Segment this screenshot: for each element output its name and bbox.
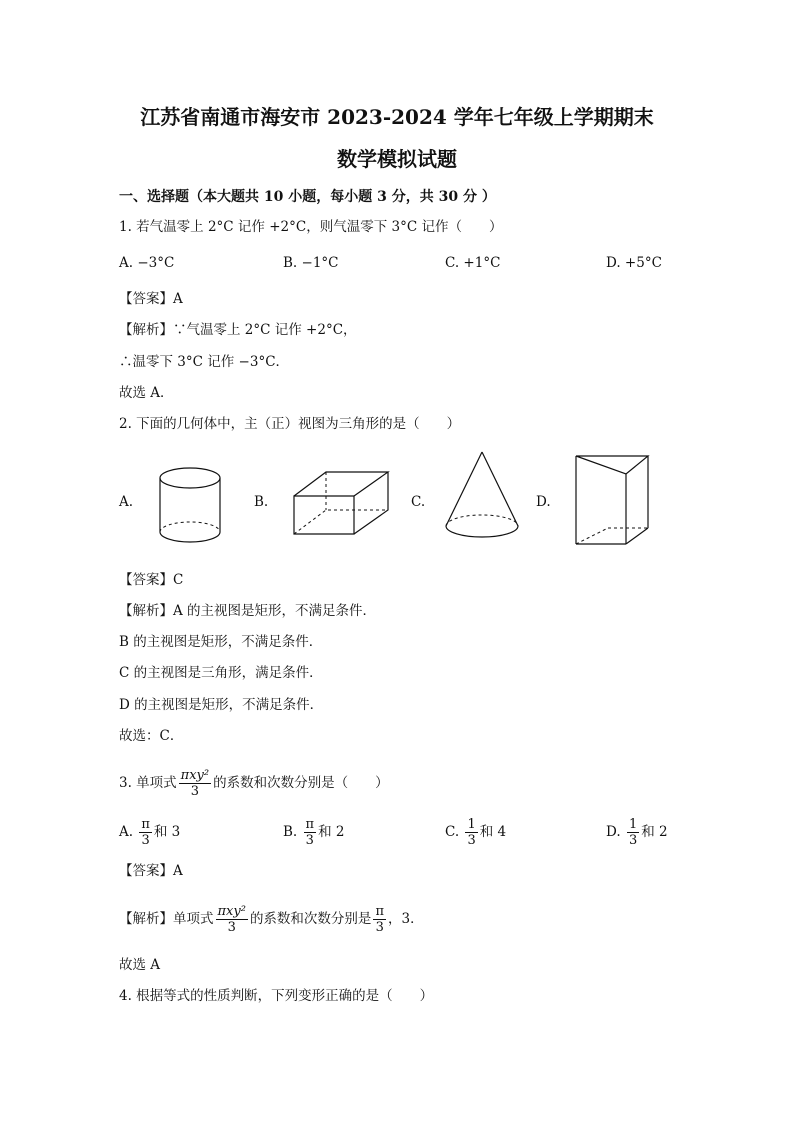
- option-label: C.: [445, 824, 460, 840]
- q3-stem-numerator: πxy²: [180, 768, 210, 783]
- section-header: 一、选择题（本大题共 10 小题，每小题 3 分，共 30 分 ）: [119, 189, 496, 205]
- option-tail: 和 4: [479, 824, 507, 840]
- fraction-denominator: 3: [141, 833, 150, 848]
- analysis-middle: 的系数和次数分别是: [249, 911, 372, 927]
- q3-analysis: [119, 899, 424, 939]
- analysis-fraction: [216, 904, 248, 935]
- fraction-numerator: πxy²: [217, 904, 246, 919]
- q1-option-d: D. +5°C: [606, 255, 662, 271]
- q2-analysis-line: D 的主视图是矩形，不满足条件．: [119, 697, 324, 713]
- fraction-denominator: 3: [467, 833, 476, 848]
- q1-option-c: C. +1°C: [445, 255, 501, 271]
- q2-stem: 2. 下面的几何体中，主（正）视图为三角形的是（ ）: [119, 416, 461, 432]
- figure-label-a: A.: [119, 494, 134, 510]
- q3-option-b: [283, 817, 344, 848]
- q3-stem-denominator: 3: [190, 784, 200, 799]
- fraction-denominator: 3: [375, 920, 384, 935]
- q3-stem: [119, 763, 389, 803]
- q3-option-a: [119, 817, 180, 848]
- q3-end: 故选 A: [119, 957, 161, 973]
- cylinder-figure: [150, 460, 230, 552]
- fraction-denominator: 3: [628, 833, 638, 848]
- q3-option-d: [606, 817, 668, 848]
- cuboid-figure: [288, 468, 396, 540]
- cone-figure: [440, 448, 524, 548]
- analysis-tail: ，3．: [387, 911, 424, 927]
- q2-analysis-line: B 的主视图是矩形，不满足条件．: [119, 634, 323, 650]
- fraction-numerator: π: [375, 904, 384, 919]
- figure-label-d: D.: [536, 494, 551, 510]
- q2-analysis-line: C 的主视图是三角形，满足条件．: [119, 665, 323, 681]
- q1-stem: 1. 若气温零上 2°C 记作 +2°C，则气温零下 3°C 记作（ ）: [119, 219, 503, 235]
- q3-stem-fraction: [179, 768, 211, 799]
- option-label: B.: [283, 824, 298, 840]
- fraction-numerator: π: [305, 817, 315, 832]
- fraction-numerator: 1: [628, 817, 638, 832]
- document-title-line1: 江苏省南通市海安市 2023-2024 学年七年级上学期期末: [140, 105, 654, 129]
- q2-answer: 【答案】C: [119, 572, 184, 588]
- analysis-fraction-2: [373, 904, 386, 935]
- figure-label-b: B.: [254, 494, 269, 510]
- option-fraction: [465, 817, 477, 848]
- q4-stem: 4. 根据等式的性质判断，下列变形正确的是（ ）: [119, 988, 434, 1004]
- triangular-prism-figure: [568, 452, 656, 550]
- q1-option-a: A. −3°C: [119, 255, 175, 271]
- fraction-denominator: 3: [305, 833, 314, 848]
- q1-analysis-line: 故选 A．: [119, 385, 174, 401]
- figure-label-c: C.: [411, 494, 426, 510]
- analysis-prefix: 【解析】单项式: [119, 911, 214, 927]
- option-tail: 和 2: [641, 824, 668, 840]
- q1-analysis-line: 【解析】∵气温零上 2°C 记作 +2°C，: [119, 322, 357, 338]
- option-label: D.: [606, 824, 621, 840]
- fraction-numerator: 1: [467, 817, 476, 832]
- option-fraction: [139, 817, 152, 848]
- q3-stem-prefix: 3. 单项式: [119, 775, 177, 791]
- q3-stem-suffix: 的系数和次数分别是（ ）: [213, 775, 389, 791]
- option-fraction: [304, 817, 317, 848]
- q2-analysis-line: 【解析】A 的主视图是矩形，不满足条件．: [119, 603, 377, 619]
- q1-option-b: B. −1°C: [283, 255, 339, 271]
- q3-answer: 【答案】A: [119, 863, 183, 879]
- option-tail: 和 3: [153, 824, 181, 840]
- fraction-denominator: 3: [227, 920, 236, 935]
- q1-analysis-line: ∴温零下 3°C 记作 −3°C．: [119, 354, 290, 370]
- q1-answer: 【答案】A: [119, 291, 183, 307]
- option-fraction: [627, 817, 639, 848]
- fraction-numerator: π: [141, 817, 150, 832]
- q3-option-c: [445, 817, 506, 848]
- option-tail: 和 2: [318, 824, 345, 840]
- q2-analysis-line: 故选：C．: [119, 728, 184, 744]
- option-label: A.: [119, 824, 134, 840]
- document-title-line2: 数学模拟试题: [337, 147, 457, 171]
